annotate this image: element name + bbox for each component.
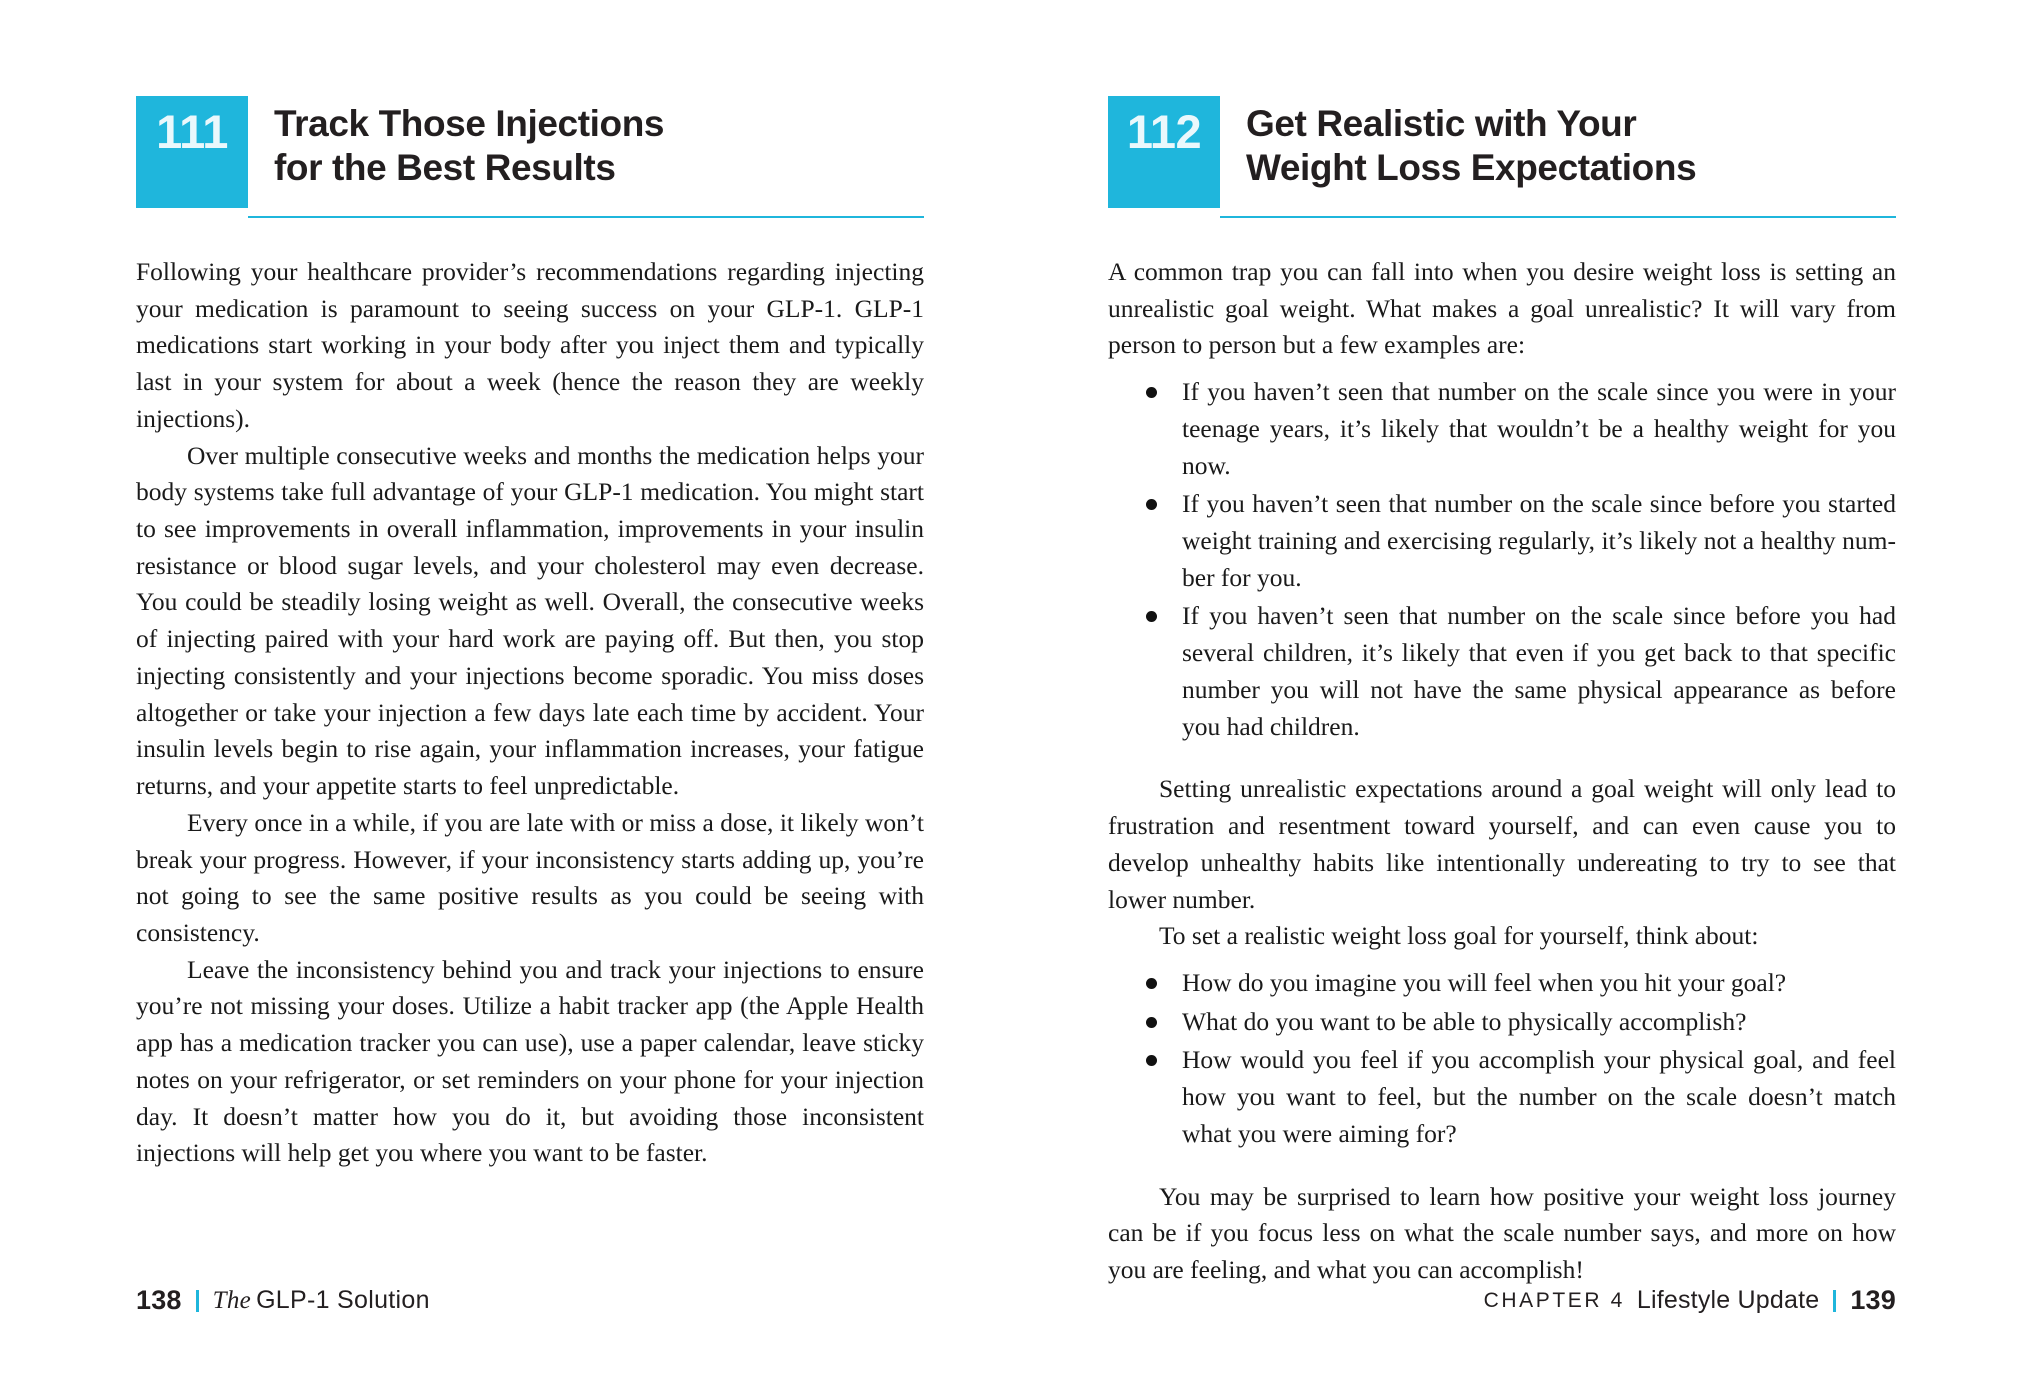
list-item-text: What do you want to be able to physically accomplish? — [1182, 1006, 1747, 1036]
paragraph: Leave the inconsistency behind you and track your injections to ensure you’re not missing your doses. Utilize a habit tracker app (the Apple Health app has a medication tracker you can use), use a paper calendar, leave sticky notes on your refrigerator, or set reminders on your phone for your injection day. It doesn’t matter how you do it, but avoiding those inconsistent injections will help get you where you want to be faster. — [136, 954, 924, 1168]
left-body-text — [136, 254, 924, 1172]
tip-title-wrap — [248, 96, 924, 189]
page-right — [1016, 0, 2032, 1400]
bullet-icon — [1146, 499, 1157, 510]
list-item — [1146, 486, 1896, 596]
page-title — [1246, 102, 1896, 189]
tip-title-line-1: Track Those Injections — [274, 103, 665, 144]
footer-separator-icon — [196, 1290, 199, 1312]
bullet-icon — [1146, 611, 1157, 622]
list-item-text: How do you imagine you will feel when you hit your goal? — [1182, 967, 1787, 997]
page-number: 138 — [136, 1285, 182, 1315]
page-number: 139 — [1850, 1285, 1896, 1315]
bullet-list-goals — [1108, 965, 1896, 1153]
bullet-icon — [1146, 387, 1157, 398]
bullet-icon — [1146, 1055, 1157, 1066]
tip-header-112 — [1108, 96, 1896, 208]
tip-title-line-2: for the Best Results — [274, 146, 616, 188]
paragraph: Every once in a while, if you are late with or miss a dose, it likely won’t break your progress. However, if your inconsistency starts adding up, you’re not going to see the same positive results as you could be seeing with consistency. — [136, 807, 924, 947]
tip-number-label: 112 — [1126, 105, 1202, 158]
paragraph: You may be surprised to learn how positive your weight loss journey can be if you focus less on what the scale number says, and more on how you are feeling, and what you can accomplish! — [1108, 1181, 1896, 1284]
list-item — [1146, 598, 1896, 745]
tip-number-label: 111 — [156, 105, 228, 158]
paragraph: To set a realistic weight loss goal for yourself, think about: — [1159, 921, 1759, 951]
footer-left — [136, 1285, 430, 1316]
book-title-article: The — [212, 1287, 252, 1314]
book-title — [213, 1286, 430, 1315]
list-item — [1146, 1004, 1896, 1041]
tip-number-badge — [1108, 96, 1220, 208]
list-item — [1146, 1042, 1896, 1152]
page-title — [274, 102, 924, 189]
header-divider — [1220, 216, 1896, 218]
bullet-icon — [1146, 1017, 1157, 1028]
bullet-icon — [1146, 978, 1157, 989]
tip-title-line-2: Weight Loss Expectations — [1246, 146, 1697, 188]
paragraph: A common trap you can fall into when you desire weight loss is setting an unrealistic goal weight. What makes a goal unrealistic? It will vary from person to person but a few examples are: — [1108, 257, 1896, 360]
paragraph: Over multiple consecutive weeks and months the medication helps your body systems take full advantage of your GLP-1 medication. You might start to see improvements in overall inflammation, improvements in your insulin resistance or blood sugar levels, and your cholesterol may even decrease. You could be steadily losing weight as well. Overall, the consecutive weeks of injecting paired with your hard work are paying off. But then, you stop injecting consistently and your injections become sporadic. You miss doses altogether or take your injection a few days late each time by accident. Your insulin levels begin to rise again, your inflammation increases, your fatigue returns, and your appetite starts to feel unpredictable. — [136, 440, 924, 801]
list-item — [1146, 965, 1896, 1002]
bullet-list-examples — [1108, 374, 1896, 745]
header-divider — [248, 216, 924, 218]
tip-number-badge — [136, 96, 248, 208]
footer-separator-icon — [1833, 1290, 1836, 1312]
tip-header-111 — [136, 96, 924, 208]
chapter-label: CHAPTER 4 — [1483, 1288, 1625, 1312]
right-body-text — [1108, 254, 1896, 1289]
list-item-text: If you haven’t seen that number on the scale since you were in your teenage years, it’s likely that wouldn’t be a healthy weight for you now. — [1182, 377, 1896, 480]
tip-title-wrap — [1220, 96, 1896, 189]
footer-right — [1484, 1285, 1896, 1316]
book-title-main: GLP-1 Solution — [256, 1286, 430, 1314]
paragraph: Following your healthcare provider’s recommendations regarding injecting your medication is paramount to seeing success on your GLP-1. GLP-1 medications start working in your body after you inject them and typically last in your system for about a week (hence the reason they are weekly injections). — [136, 257, 924, 433]
tip-title-line-1: Get Realistic with Your — [1246, 103, 1637, 144]
chapter-name: Lifestyle Update — [1636, 1286, 1820, 1314]
spacer — [1108, 1163, 1896, 1179]
spacer — [1108, 755, 1896, 771]
list-item — [1146, 374, 1896, 484]
list-item-text: If you haven’t seen that number on the scale since before you started weight training and exercising regularly, it’s likely not a healthy number for you. — [1182, 489, 1896, 592]
paragraph: Setting unrealistic expectations around a goal weight will only lead to frustration and resentment toward yourself, and can even cause you to develop unhealthy habits like intentionally undereating to try to see that lower number. — [1108, 774, 1896, 914]
list-item-text: If you haven’t seen that number on the scale since before you had several children, it’s likely that even if you get back to that specific number you will not have the same physical appearance as before you had children. — [1182, 601, 1896, 741]
list-item-text: How would you feel if you accomplish your physical goal, and feel how you want to feel, but the number on the scale doesn’t match what you were aiming for? — [1182, 1045, 1896, 1148]
